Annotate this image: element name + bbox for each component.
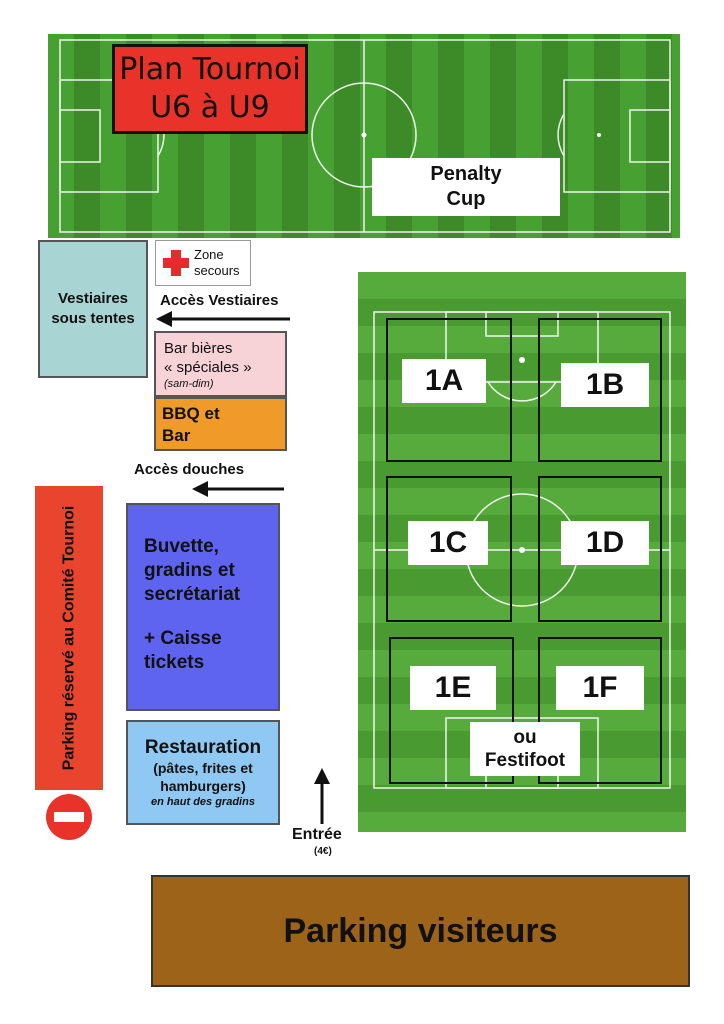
restauration-line-3: hamburgers) bbox=[160, 777, 246, 794]
bar-bieres-line-3: (sam-dim) bbox=[164, 378, 214, 390]
buvette-line-3: secrétariat bbox=[144, 584, 241, 605]
zone-secours-line-2: secours bbox=[194, 263, 240, 278]
festifoot-line-1: ou bbox=[513, 727, 537, 748]
zone-secours-line-1: Zone bbox=[194, 247, 224, 262]
buvette-line-4: + Caisse bbox=[144, 628, 222, 649]
penalty-line-1: Penalty bbox=[430, 163, 502, 185]
entree-arrow bbox=[312, 768, 332, 824]
acces-vestiaires-arrow bbox=[156, 309, 290, 329]
parking-comite-zone bbox=[35, 486, 103, 790]
parking-visiteurs-zone bbox=[151, 875, 690, 987]
acces-douches-label: Accès douches bbox=[134, 461, 245, 478]
penalty-line-2: Cup bbox=[446, 188, 486, 210]
vestiaires-line-2: sous tentes bbox=[51, 310, 135, 327]
field-label-1c: 1C bbox=[408, 521, 488, 565]
bbq-line-1: BBQ et bbox=[162, 404, 220, 423]
bbq-line-2: Bar bbox=[162, 426, 191, 445]
parking-visiteurs-label: Parking visiteurs bbox=[283, 911, 558, 950]
field-label-1e: 1E bbox=[410, 666, 496, 710]
no-entry-icon bbox=[45, 793, 93, 841]
buvette-zone bbox=[126, 503, 280, 711]
restauration-zone bbox=[126, 720, 280, 825]
field-label-1f: 1F bbox=[556, 666, 644, 710]
title-line-1: Plan Tournoi bbox=[119, 52, 301, 87]
arrow-left-icon bbox=[192, 479, 284, 499]
acces-douches-arrow bbox=[192, 479, 284, 499]
field-label-1d: 1D bbox=[561, 521, 649, 565]
parking-comite-label: Parking réservé au Comité Tournoi bbox=[60, 505, 78, 771]
zone-secours bbox=[155, 240, 251, 286]
restauration-line-1: Restauration bbox=[144, 736, 262, 758]
restauration-line-2: (pâtes, frites et bbox=[153, 759, 253, 776]
field-label-1b: 1B bbox=[561, 363, 649, 407]
title-line-2: U6 à U9 bbox=[150, 90, 270, 125]
acces-vestiaires-label: Accès Vestiaires bbox=[160, 292, 279, 309]
bar-bieres-line-1: Bar bières bbox=[164, 340, 233, 357]
buvette-line-1: Buvette, bbox=[144, 536, 219, 557]
buvette-line-2: gradins et bbox=[144, 560, 235, 581]
festifoot-label bbox=[470, 722, 580, 776]
vestiaires-zone bbox=[38, 240, 148, 378]
tournament-title bbox=[112, 44, 308, 134]
entree-price: (4€) bbox=[314, 846, 332, 857]
arrow-left-icon bbox=[156, 309, 290, 329]
red-cross-icon bbox=[162, 249, 190, 277]
bbq-bar-zone bbox=[154, 397, 287, 451]
penalty-cup-label bbox=[372, 158, 560, 216]
buvette-line-5: tickets bbox=[144, 652, 205, 673]
entree-label: Entrée bbox=[292, 826, 342, 843]
restauration-line-4: en haut des gradins bbox=[151, 795, 255, 808]
vestiaires-line-1: Vestiaires bbox=[57, 290, 129, 307]
bar-bieres-zone bbox=[154, 331, 287, 397]
field-label-1a: 1A bbox=[402, 359, 486, 403]
festifoot-line-2: Festifoot bbox=[484, 750, 566, 771]
arrow-up-icon bbox=[312, 768, 332, 824]
bar-bieres-line-2: « spéciales » bbox=[164, 359, 252, 376]
